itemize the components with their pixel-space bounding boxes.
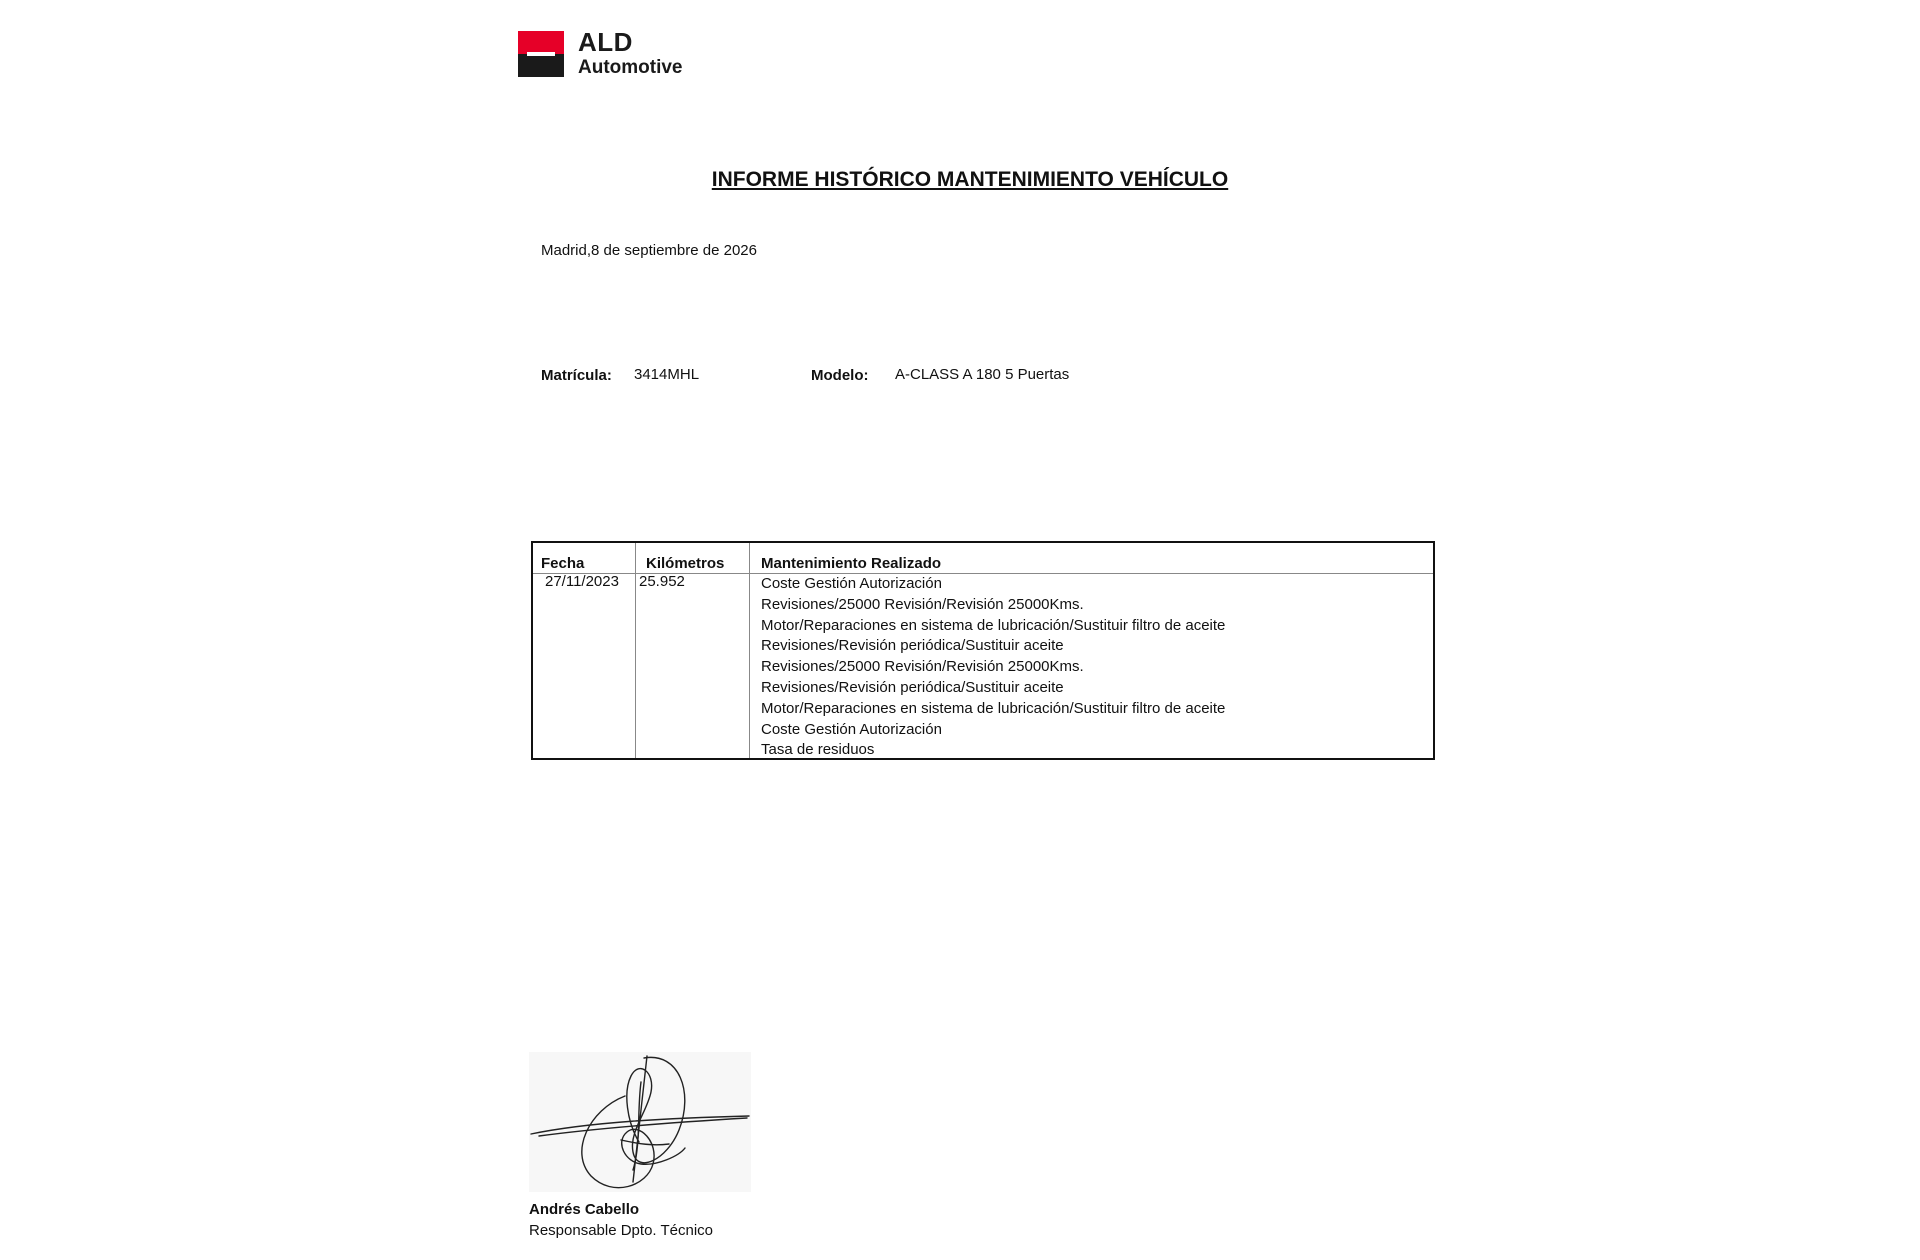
maintenance-item: Motor/Reparaciones en sistema de lubricación/Sustituir filtro de aceite: [761, 616, 1226, 634]
column-divider: [635, 543, 636, 758]
handwritten-signature: [529, 1052, 751, 1192]
maintenance-list: [761, 574, 1225, 761]
modelo-value: A-CLASS A 180 5 Puertas: [895, 366, 1070, 383]
column-divider: [749, 543, 750, 758]
logo-mark-icon: [518, 31, 564, 77]
maintenance-item: Motor/Reparaciones en sistema de lubricación/Sustituir filtro de aceite: [761, 699, 1226, 717]
maintenance-item: Revisiones/25000 Revisión/Revisión 25000Kms.: [761, 658, 1084, 676]
maintenance-item: Revisiones/Revisión periódica/Sustituir aceite: [761, 637, 1064, 655]
header-kilometros: Kilómetros: [646, 555, 725, 572]
matricula-label: Matrícula:: [541, 367, 612, 384]
company-logo: [518, 27, 690, 80]
cell-fecha: 27/11/2023: [545, 573, 619, 590]
signatory-role: Responsable Dpto. Técnico: [529, 1222, 713, 1239]
modelo-label: Modelo:: [811, 367, 869, 384]
header-mantenimiento: Mantenimiento Realizado: [761, 555, 942, 572]
date-line: Madrid,8 de septiembre de 2026: [541, 242, 757, 259]
maintenance-item: Tasa de residuos: [761, 741, 875, 759]
maintenance-item: Revisiones/Revisión periódica/Sustituir aceite: [761, 678, 1064, 696]
document-title: INFORME HISTÓRICO MANTENIMIENTO VEHÍCULO: [711, 168, 1229, 191]
logo-subtitle: Automotive: [578, 57, 683, 78]
maintenance-item: Revisiones/25000 Revisión/Revisión 25000Kms.: [761, 595, 1084, 613]
logo-title: ALD: [578, 27, 633, 57]
header-fecha: Fecha: [541, 555, 585, 572]
maintenance-item: Coste Gestión Autorización: [761, 575, 942, 592]
maintenance-history-table: [531, 541, 1435, 760]
matricula-value: 3414MHL: [634, 366, 700, 383]
signatory-name: Andrés Cabello: [529, 1201, 640, 1218]
cell-kilometros: 25.952: [639, 573, 685, 590]
maintenance-item: Coste Gestión Autorización: [761, 720, 942, 738]
